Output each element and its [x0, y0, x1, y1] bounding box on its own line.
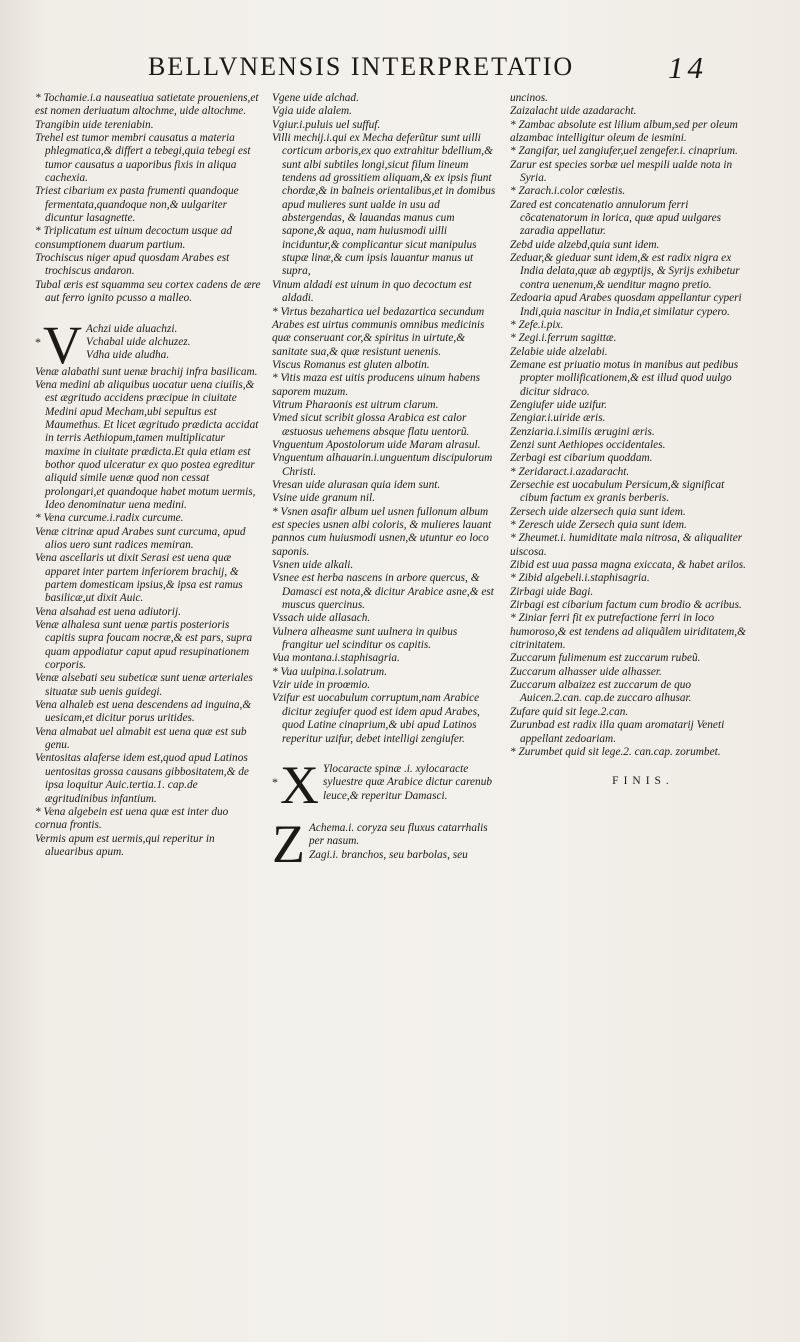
column-right [510, 92, 746, 789]
dictionary-entry: Zagi.i. branchos, seu barbolas, seu [309, 848, 468, 861]
dictionary-entry: Vulnera alheasme sunt uulnera in quibus frangitur uel scinditur os capitis. [272, 625, 458, 652]
drop-cap-x: *X [272, 762, 319, 806]
dictionary-entry: * Zeresch uide Zersech quia sunt idem. [510, 519, 687, 531]
dictionary-entry: Zenziaria.i.similis ærugini æris. [510, 425, 655, 438]
dictionary-entry: Vzifur est uocabulum corruptum,nam Arabice dicitur zegiufer quod est idem apud Arabes, quod Latine cinaprium,& ubi apud Latinos reperitur uzifur, debet intelligi zengiufer. [272, 692, 480, 745]
drop-cap-v: *V [35, 322, 82, 366]
dictionary-entry: Zuccarum alhasser uide alhasser. [510, 665, 662, 678]
dictionary-entry: * Vua uulpina.i.solatrum. [272, 665, 387, 678]
dictionary-entry: * Zeridaract.i.azadaracht. [510, 465, 630, 478]
dictionary-entry: Vdha uide aludha. [86, 349, 170, 362]
dictionary-entry: Zirbagi uide Bagi. [510, 585, 594, 598]
dictionary-entry: * Vitis maza est uitis producens uinum habens saporem muzum. [272, 372, 481, 398]
dictionary-entry: Villi mechij.i.qui ex Mecha deferũtur sunt uilli corticum arboris,ex quo extrahitur bdellium,& sunt albi subtiles longi,sicut filum lineum tendens ad grossitiem aliquam,& ex ipsis fiunt chordæ,& in balneis orientalibus,et in domibus apud mulieres sunt ualde in usu ad abstergendas, & lauandas manus cum sapone,& aqua, nam huiusmodi uilli inciduntur,& complicantur sicut manipulus stupæ linæ,& cum ipsis lauantur manus ut supra, [272, 132, 496, 278]
dictionary-entry: Achema.i. coryza seu fluxus catarrhalis per nasum. [309, 821, 488, 848]
dictionary-entry: * Zibid algebeli.i.staphisagria. [510, 572, 650, 585]
running-head-title: BELLVNENSIS INTERPRETATIO [148, 52, 575, 81]
dictionary-entry: Vgiur.i.puluis uel suffuf. [272, 118, 381, 131]
dictionary-entry: Triest cibarium ex pasta frumenti quandoque fermentata,quandoque non,& uulgariter dicuntur lasagnette. [35, 185, 239, 225]
dictionary-entry: Vsnee est herba nascens in arbore quercus, & Damasci est nota,& dicitur Arabice asne,& est muscus quercinus. [272, 572, 494, 612]
dictionary-entry: Vinum aldadi est uinum in quo decoctum est aldadi. [272, 278, 472, 305]
dictionary-entry: Zared est concatenatio annulorum ferri cõcatenatorum in lorica, quæ apud uulgares zaradia appellatur. [510, 198, 722, 238]
dictionary-entry: Zengiufer uide uzifur. [510, 398, 607, 411]
dictionary-entry: Ylocaracte spinæ .i. xylocaracte syluestre quæ Arabice dictur carenub leuce,& reperitur Damasci. [323, 762, 493, 802]
dictionary-entry: Zeduar,& gieduar sunt idem,& est radix nigra ex India delata,quæ ab ægyptijs, & Syrijs exhibetur contra uenenum,& uenditur magno pretio. [510, 252, 740, 291]
dictionary-entry: Vresan uide alurasan quia idem sunt. [272, 478, 441, 491]
dictionary-entry: Vena alhaleb est uena descendens ad inguina,& uesicam,et dicitur porus uritides. [35, 699, 252, 725]
dictionary-entry: Vsine uide granum nil. [272, 492, 375, 505]
dictionary-entry: Vgia uide alalem. [272, 105, 353, 118]
dictionary-entry: * Triplicatum est uinum decoctum usque ad consumptionem duarum partium. [35, 225, 233, 251]
dictionary-entry: Zenzi sunt Aethiopes occidentales. [510, 438, 666, 451]
dictionary-entry: Tubal æris est squamma seu cortex cadens de ære aut ferro ignito pcusso a malleo. [35, 278, 261, 305]
dictionary-entry: * Virtus bezahartica uel bedazartica secundum Arabes est uirtus communis omnibus medicinis quæ conseruant cor,& spiritus in uirtute,& sanitate sua,& quæ resistunt uenenis. [272, 305, 485, 358]
dictionary-entry: * Zarach.i.color cœlestis. [510, 185, 626, 198]
dictionary-entry: * Zurumbet quid sit lege.2. can.cap. zorumbet. [510, 745, 721, 758]
dictionary-entry: Vmed sicut scribit glossa Arabica est calor æstuosus uehemens absque flatu uentorũ. [272, 412, 470, 438]
dictionary-entry: Zarur est species sorbæ uel mespili ualde nota in Syria. [510, 158, 733, 185]
dictionary-entry: Venæ alabathi sunt uenæ brachij infra basilicam. [35, 365, 258, 378]
dictionary-entry: Vsnen uide alkali. [272, 559, 354, 572]
dictionary-entry: Vssach uide allasach. [272, 612, 371, 625]
initial-v-section [35, 323, 261, 366]
dictionary-entry: Vena almabat uel almabit est uena quæ est sub genu. [35, 725, 247, 752]
dictionary-entry: Viscus Romanus est gluten albotin. [272, 358, 430, 371]
dictionary-entry: * Zheumet.i. humiditate mala nitrosa, & aliqualiter uiscosa. [510, 532, 743, 558]
dictionary-entry: Vena ascellaris ut dixit Serasi est uena quæ apparet inter partem inferiorem brachij, & partem domesticam ipsius,& ipsa est ramus basilicæ,ut dixit Auic. [35, 552, 243, 605]
dictionary-entry: * Zegi.i.ferrum sagittæ. [510, 332, 617, 345]
dictionary-entry: Venæ citrinæ apud Arabes sunt curcuma, apud alios uero sunt radices memiran. [35, 525, 246, 551]
dictionary-entry: * Zambac absolute est lilium album,sed per oleum alzambac intelligitur oleum de iesmini. [510, 118, 738, 145]
dictionary-entry: * Zefe.i.pix. [510, 318, 564, 331]
dictionary-entry: * Vsnen asafir album uel usnen fullonum album est species usnen albi coloris, & mulieres lauant pannos cum huiusmodi usnen,& utuntur eo loco saponis. [272, 505, 492, 558]
dictionary-entry: Ventositas alaferse idem est,quod apud Latinos uentositas grossa causans gibbositatem,& de ipsa loquitur Auic.tertia.1. cap.de ægritudinibus infantium. [35, 752, 249, 805]
dictionary-entry: Trehel est tumor membri causatus a materia phlegmatica,& differt a tebegi,quia tebegi est tumor causatus a uaporibus fixis in aliqua cachexia. [35, 132, 251, 185]
initial-z-section [272, 822, 498, 865]
dictionary-entry: Vgene uide alchad. [272, 92, 359, 104]
dictionary-entry: Vua montana.i.staphisagria. [272, 652, 400, 665]
dictionary-entry: Vena medini ab aliquibus uocatur uena ciuilis,& est ægritudo accidens præcipue in ciuitate Medini apud Mecham,ubi sepultus est Maumethus. Et licet ægritudo prædicta accidat in terris Aethiopum,tamen multiplicatur maxime in ciuitate prædicta.Et quia etiam est bothor quod ulceratur ex quo postea egreditur aliquid simile uenæ quod non cessat prolongari,et quandoque habet motum uermis, Ideo denominatur uena medini. [35, 378, 259, 511]
dictionary-entry: Venæ alsebati seu subeticæ sunt uenæ arteriales situatæ sub uenis guidegi. [35, 672, 253, 698]
dictionary-entry: Zurunbad est radix illa quam aromatarij Veneti appellant zedoariam. [510, 719, 725, 745]
dictionary-entry: Zirbagi est cibarium factum cum brodio & acribus. [510, 599, 742, 612]
dictionary-entry: Zersech uide alzersech quia sunt idem. [510, 505, 686, 518]
dictionary-entry: Achzi uide aluachzi. [86, 322, 178, 335]
dictionary-entry: * Zangifar, uel zangiufer,uel zengefer.i. cinaprium. [510, 145, 738, 158]
dictionary-entry: uncinos. [510, 92, 548, 104]
dictionary-entry: Zelabie uide alzelabi. [510, 345, 608, 358]
dictionary-entry: Vnguentum Apostolorum uide Maram alrasul. [272, 438, 481, 451]
initial-x-section [272, 763, 498, 806]
dictionary-entry: Zufare quid sit lege.2.can. [510, 705, 629, 718]
column-middle [272, 92, 498, 865]
dictionary-entry: Zengiar.i.uiride æris. [510, 412, 606, 425]
dictionary-entry: Vena alsahad est uena adiutorij. [35, 605, 181, 618]
dictionary-entry: Venæ alhalesa sunt uenæ partis posterioris capitis supra foucam nocræ,& est pars, supra quam appodiatur caput apud resupinationem corporis. [35, 619, 253, 672]
dictionary-entry: Vitrum Pharaonis est uitrum clarum. [272, 398, 439, 411]
dictionary-entry: Trangibin uide tereniabin. [35, 118, 154, 131]
dictionary-entry: Zaizalacht uide azadaracht. [510, 105, 637, 118]
dictionary-entry: * Ziniar ferri fit ex putrefactione ferri in loco humoroso,& est tendens ad aliquãlem uiriditatem,& citrinitatem. [510, 612, 746, 652]
dictionary-entry: Zerbagi est cibarium quoddam. [510, 452, 653, 465]
dictionary-entry: Zedoaria apud Arabes quosdam appellantur cyperi Indi,quia nascitur in India,et similatur cypero. [510, 292, 742, 318]
dictionary-entry: Trochiscus niger apud quosdam Arabes est trochiscus andaron. [35, 252, 230, 278]
dictionary-entry: Vzir uide in proœmio. [272, 679, 371, 692]
dictionary-entry: * Vena curcume.i.radix curcume. [35, 512, 184, 525]
dictionary-entry: * Vena algebein est uena quæ est inter duo cornua frontis. [35, 805, 229, 832]
dictionary-entry: Vchabal uide alchuzez. [86, 335, 191, 348]
dictionary-entry: Zuccarum fulimenum est zuccarum rubeũ. [510, 652, 701, 665]
dictionary-entry: Zibid est uua passa magna exiccata, & habet arilos. [510, 559, 746, 572]
column-left [35, 92, 261, 859]
dictionary-entry: Vnguentum alhauarin.i.unguentum discipulorum Christi. [272, 452, 493, 478]
dictionary-entry: Vermis apum est uermis,qui reperitur in aluearibus apum. [35, 832, 215, 858]
dictionary-entry: Zemane est priuatio motus in manibus aut pedibus propter mollificationem,& est illud quod uulgo dicitur sidraco. [510, 358, 739, 398]
drop-cap-z: Z [272, 821, 305, 865]
page-number: 14 [668, 50, 707, 85]
dictionary-entry: Zuccarum albaizez est zuccarum de quo Auicen.2.can. cap.de zuccaro alhusar. [510, 679, 692, 705]
finis-colophon: FINIS. [612, 775, 674, 788]
dictionary-entry: Zersechie est uocabulum Persicum,& significat cibum factum ex granis berberis. [510, 478, 725, 505]
dictionary-entry: Zebd uide alzebd,quia sunt idem. [510, 238, 660, 251]
dictionary-entry: * Tochamie.i.a nauseatiua satietate proueniens,et est nomen deriuatum altochme, uide altochme. [35, 92, 259, 118]
